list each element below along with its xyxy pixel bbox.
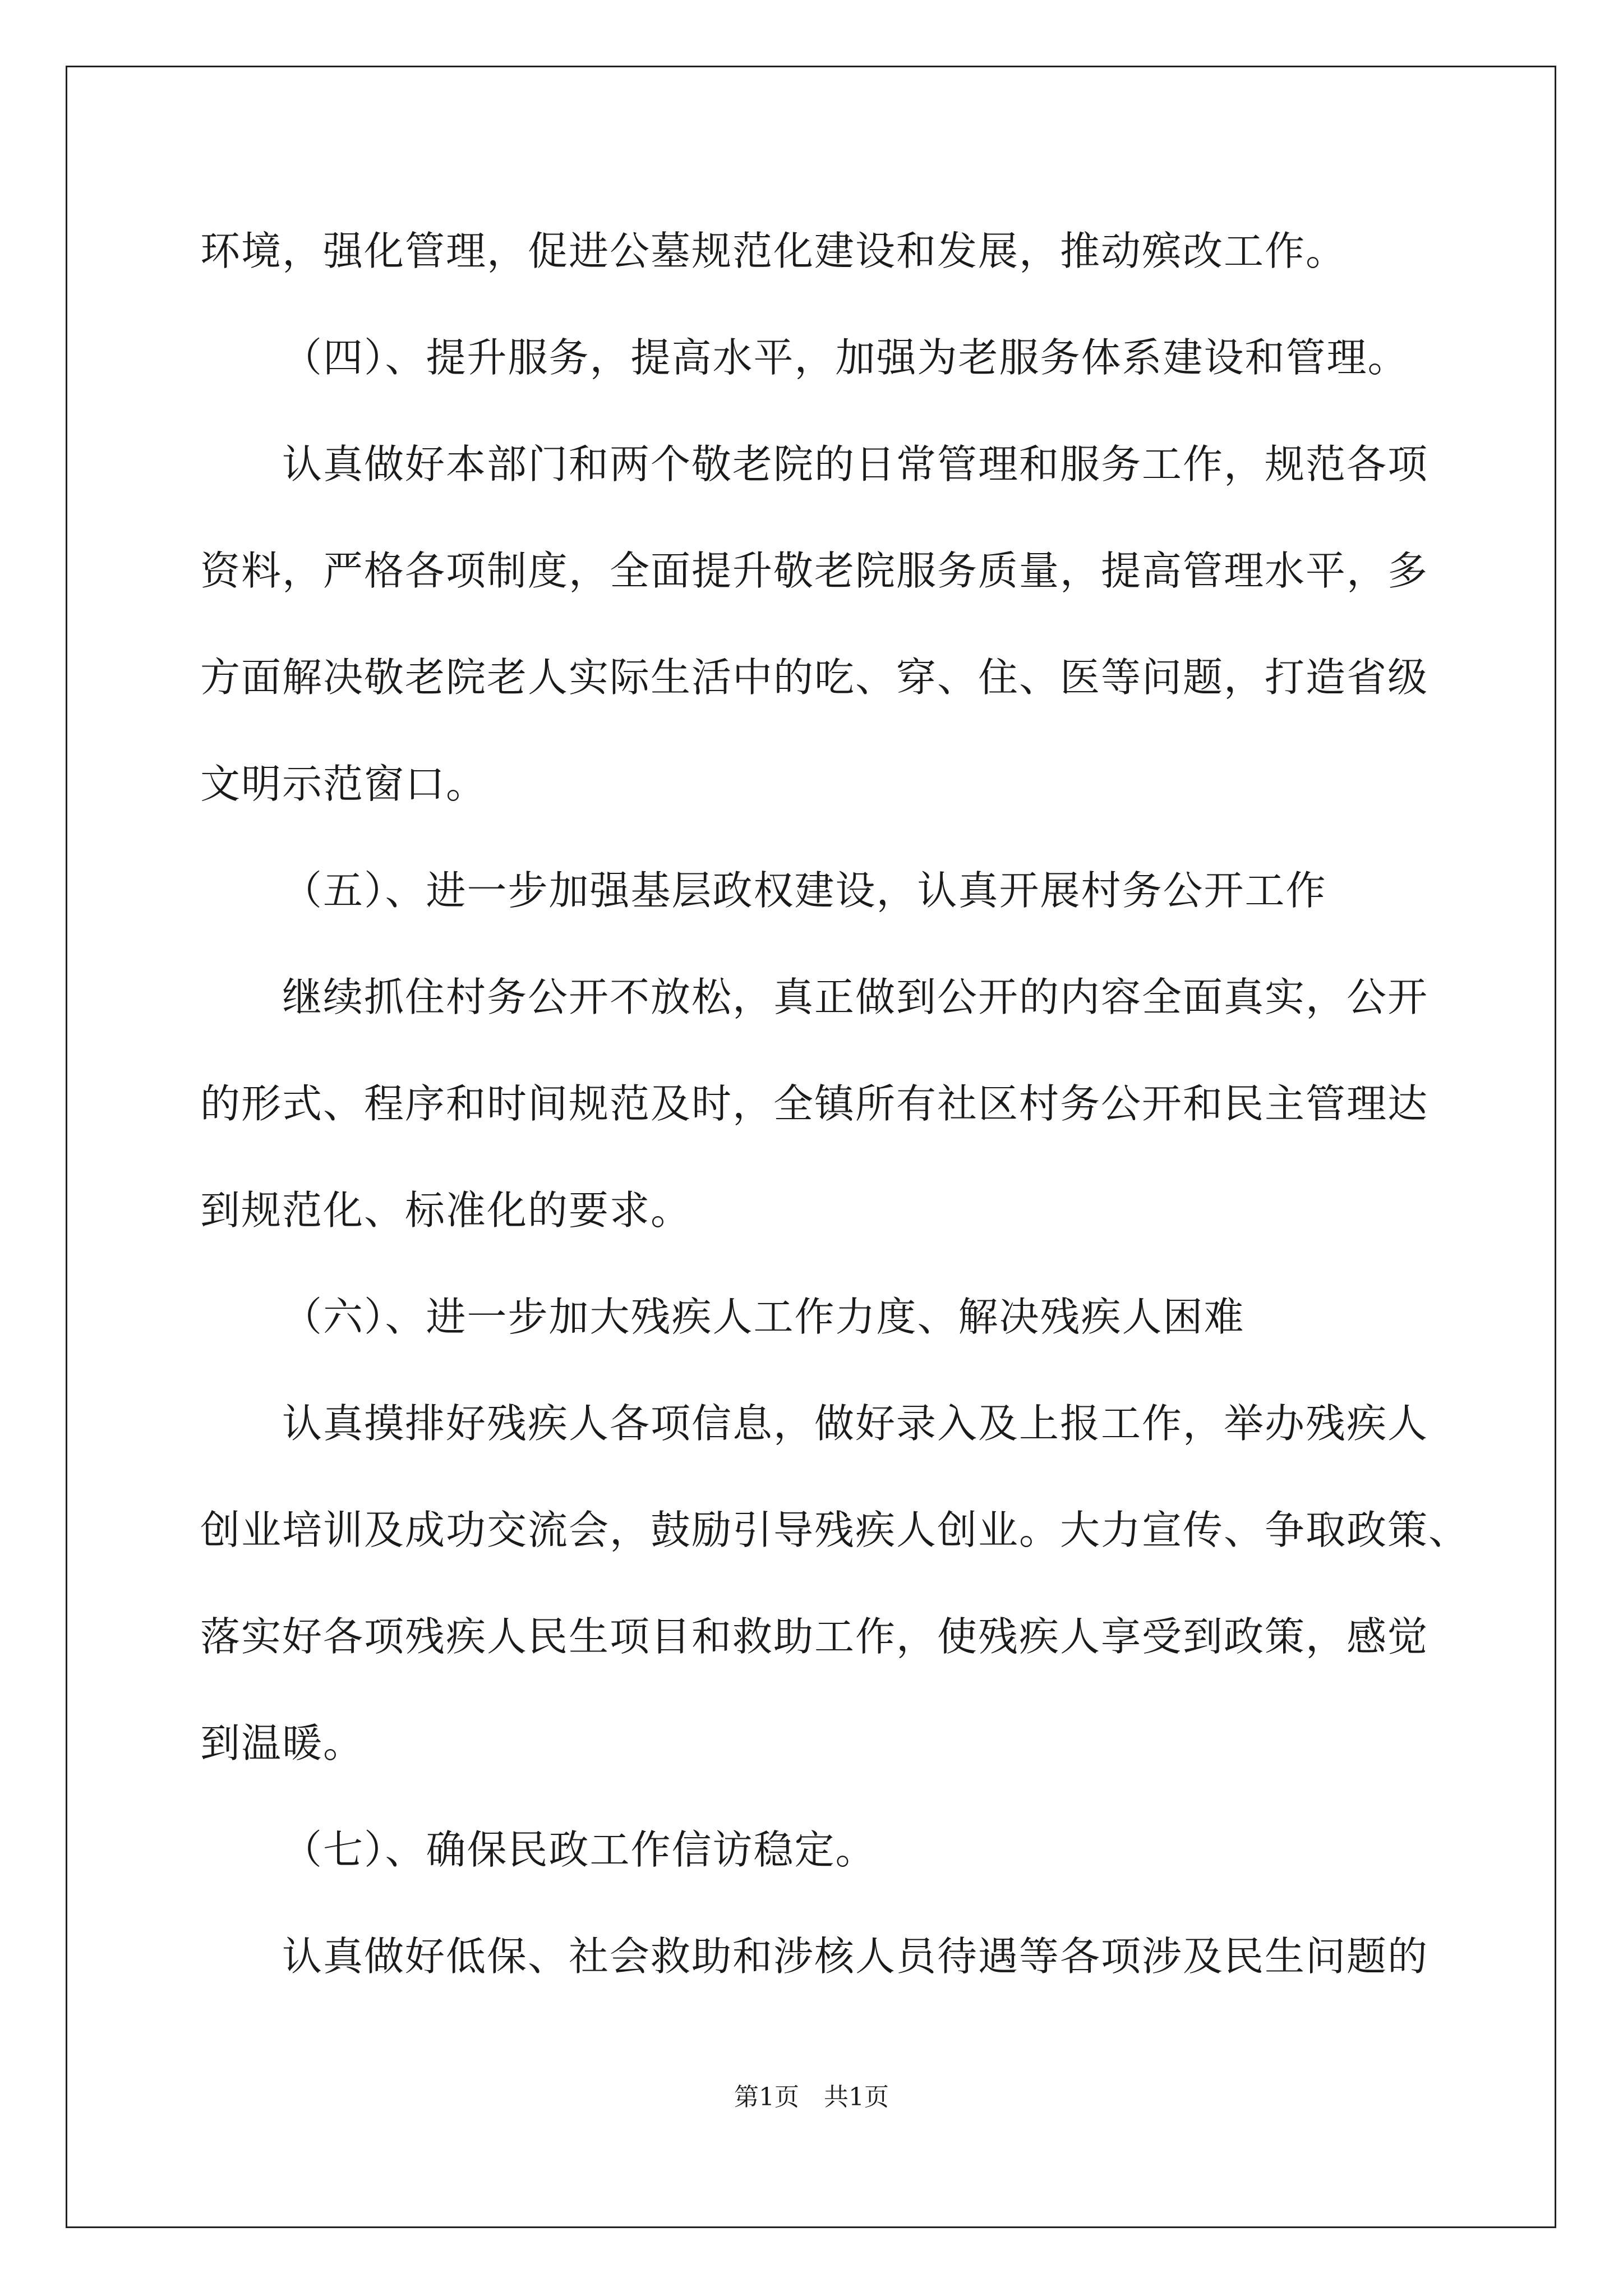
- section-heading-7: （七）、确保民政工作信访稳定。: [282, 1826, 877, 1873]
- body-text-line: 到规范化、标准化的要求。: [200, 1187, 692, 1234]
- page-border: [66, 66, 1556, 2228]
- body-text-line: 环境，强化管理，促进公墓规范化建设和发展，推动殡改工作。: [200, 228, 1347, 274]
- body-text-line: 文明示范窗口。: [200, 761, 487, 807]
- body-text-line: 创业培训及成功交流会，鼓励引导残疾人创业。大力宣传、争取政策、: [200, 1507, 1470, 1553]
- section-heading-4: （四）、提升服务，提高水平，加强为老服务体系建设和管理。: [282, 334, 1409, 381]
- section-heading-5: （五）、进一步加强基层政权建设，认真开展村务公开工作: [282, 867, 1327, 914]
- body-text-line: 到温暖。: [200, 1720, 365, 1766]
- body-text-line: 的形式、程序和时间规范及时，全镇所有社区村务公开和民主管理达: [200, 1080, 1429, 1127]
- body-text-line: 落实好各项残疾人民生项目和救助工作，使残疾人享受到政策，感觉: [200, 1613, 1429, 1660]
- paragraph-first-line: 认真做好本部门和两个敬老院的日常管理和服务工作，规范各项: [282, 441, 1429, 487]
- paragraph-first-line: 认真摸排好残疾人各项信息，做好录入及上报工作，举办残疾人: [282, 1400, 1429, 1447]
- body-text-line: 资料，严格各项制度，全面提升敬老院服务质量，提高管理水平，多: [200, 547, 1429, 594]
- page-number-footer: 第1页 共1页: [734, 2083, 889, 2111]
- paragraph-first-line: 继续抓住村务公开不放松，真正做到公开的内容全面真实，公开: [282, 974, 1429, 1020]
- section-heading-6: （六）、进一步加大残疾人工作力度、解决残疾人困难: [282, 1294, 1245, 1340]
- paragraph-first-line: 认真做好低保、社会救助和涉核人员待遇等各项涉及民生问题的: [282, 1933, 1429, 1980]
- body-text-line: 方面解决敬老院老人实际生活中的吃、穿、住、医等问题，打造省级: [200, 654, 1429, 701]
